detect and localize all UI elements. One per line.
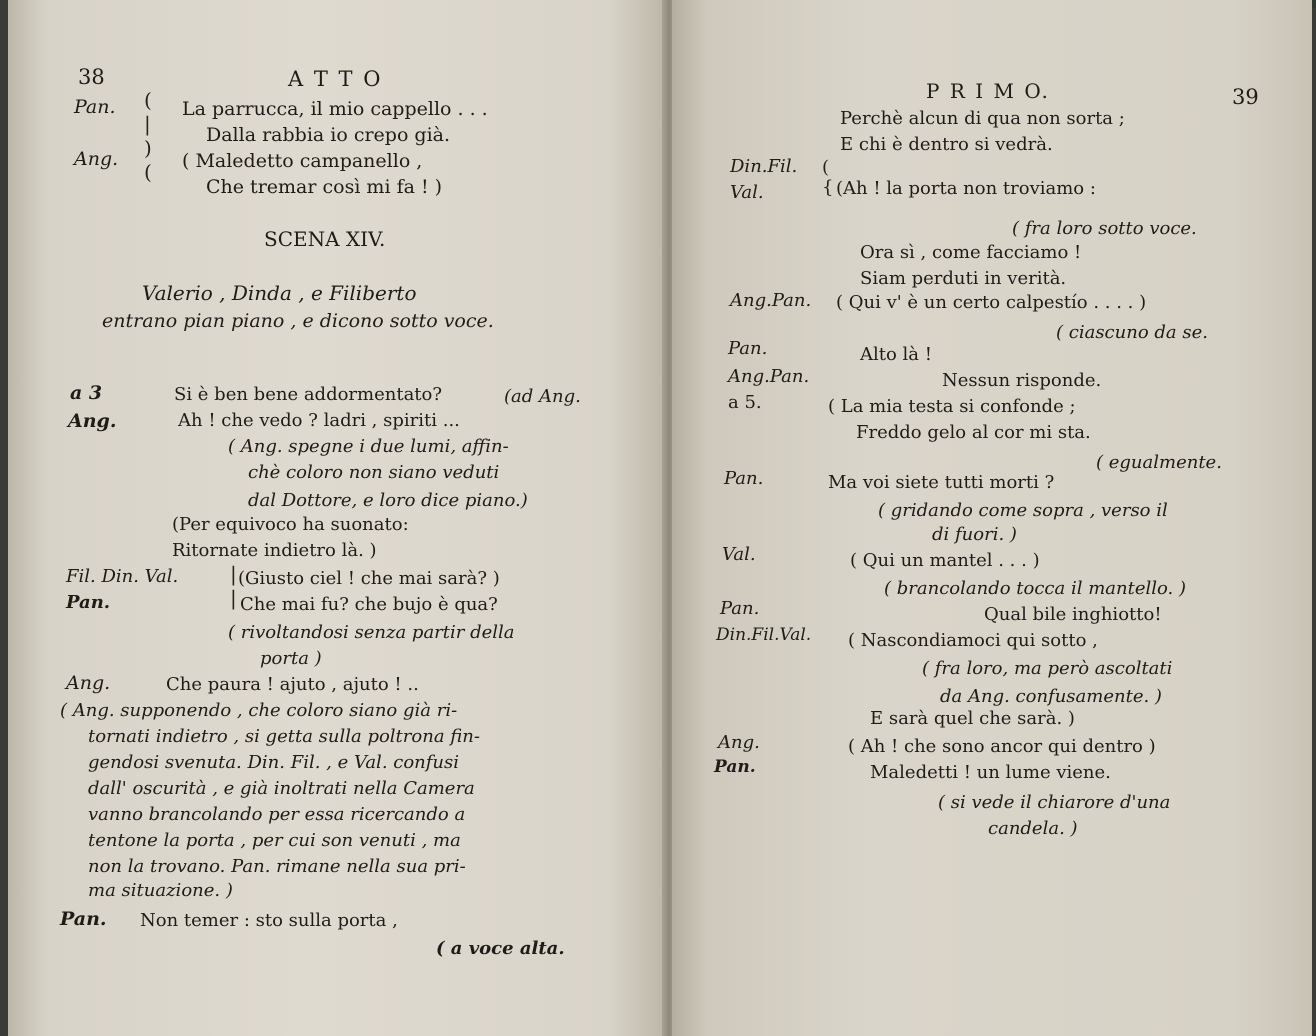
- verse-line: Perchè alcun di qua non sorta ;: [840, 108, 1125, 129]
- brace: ( | ) (: [144, 88, 152, 184]
- stage-direction: candela. ): [988, 818, 1078, 839]
- stage-direction: (ad Ang.: [504, 386, 581, 407]
- verse-line: ( La mia testa si confonde ;: [828, 396, 1076, 417]
- speaker: Pan.: [720, 598, 760, 619]
- stage-direction: ( Ang. spegne i due lumi, affin-: [228, 436, 509, 457]
- page-number: 39: [1232, 85, 1259, 109]
- verse-line: Nessun risponde.: [942, 370, 1102, 391]
- verse-line: (Per equivoco ha suonato:: [172, 514, 409, 535]
- verse-line: Si è ben bene addormentato?: [174, 384, 443, 405]
- verse-line: Freddo gelo al cor mi sta.: [856, 422, 1091, 443]
- stage-direction: chè coloro non siano veduti: [248, 462, 500, 483]
- verse-line: Ma voi siete tutti morti ?: [828, 472, 1055, 493]
- verse-line: Siam perduti in verità.: [860, 268, 1067, 289]
- brace: | |: [230, 562, 237, 610]
- scene-characters: entrano pian piano , e dicono sotto voce.: [102, 310, 494, 332]
- verse-line: ( Ah ! che sono ancor qui dentro ): [848, 736, 1156, 757]
- stage-direction: ( si vede il chiarore d'una: [938, 792, 1171, 813]
- long-stage-direction: non la trovano. Pan. rimane nella sua pri-: [88, 856, 466, 877]
- stage-direction: da Ang. confusamente. ): [940, 686, 1162, 707]
- speaker-pan: Pan.: [74, 96, 116, 118]
- verse-line: (Ah ! la porta non troviamo :: [836, 178, 1096, 199]
- verse-line: Qual bile inghiotto!: [984, 604, 1162, 625]
- verse-line: Ah ! che vedo ? ladri , spiriti ...: [178, 410, 460, 431]
- speaker: Pan.: [724, 468, 764, 489]
- verse-line: La parrucca, il mio cappello . . .: [182, 98, 488, 120]
- running-head: A T T O: [288, 67, 383, 91]
- speaker: Pan.: [728, 338, 768, 359]
- stage-direction: ( rivoltandosi senza partir della: [228, 622, 515, 643]
- stage-direction: ( fra loro sotto voce.: [1012, 218, 1197, 239]
- stage-direction: di fuori. ): [932, 524, 1017, 545]
- right-page: [672, 0, 1312, 1036]
- speaker: a 3: [70, 382, 103, 404]
- brace: ( {: [822, 157, 834, 198]
- verse-line: Che paura ! ajuto , ajuto ! ..: [166, 674, 419, 695]
- verse-line: ( Qui un mantel . . . ): [850, 550, 1040, 571]
- stage-direction: ( egualmente.: [1096, 452, 1222, 473]
- page-number: 38: [78, 65, 105, 89]
- verse-line: ( Maledetto campanello ,: [182, 150, 423, 172]
- verse-line: Alto là !: [860, 344, 932, 365]
- speaker: Val.: [722, 544, 756, 565]
- speaker: Pan.: [60, 908, 107, 930]
- left-page: [8, 0, 670, 1036]
- speaker: Ang.: [718, 732, 760, 753]
- speaker: Ang.Pan.: [728, 366, 810, 387]
- verse-line: (Giusto ciel ! che mai sarà? ): [238, 568, 500, 589]
- verse-line: ( Qui v' è un certo calpestío . . . . ): [836, 292, 1147, 313]
- speaker: Pan.: [714, 757, 756, 777]
- verse-line: Che mai fu? che bujo è qua?: [240, 594, 498, 615]
- speaker-ang: Ang.: [74, 148, 119, 170]
- speaker: Val.: [730, 182, 764, 203]
- speaker: Din.Fil.Val.: [716, 625, 812, 645]
- stage-direction: ( brancolando tocca il mantello. ): [884, 578, 1186, 599]
- long-stage-direction: gendosi svenuta. Din. Fil. , e Val. confusi: [88, 752, 460, 773]
- stage-direction: ( ciascuno da se.: [1056, 322, 1208, 343]
- speaker: Ang.Pan.: [730, 290, 812, 311]
- long-stage-direction: ( Ang. supponendo , che coloro siano già ri-: [60, 700, 458, 721]
- running-head: P R I M O.: [926, 79, 1050, 103]
- stage-direction: porta ): [260, 648, 322, 669]
- long-stage-direction: vanno brancolando per essa ricercando a: [88, 804, 466, 825]
- speaker: Fil. Din. Val.: [66, 566, 179, 587]
- verse-line: E chi è dentro si vedrà.: [840, 134, 1053, 155]
- long-stage-direction: tentone la porta , per cui son venuti , ma: [88, 830, 461, 851]
- speaker: Din.Fil.: [730, 156, 798, 177]
- stage-direction: ( fra loro, ma però ascoltati: [922, 658, 1173, 679]
- speaker: Pan.: [66, 592, 111, 613]
- verse-line: Maledetti ! un lume viene.: [870, 762, 1111, 783]
- verse-line: Ora sì , come facciamo !: [860, 242, 1082, 263]
- scene-heading: SCENA XIV.: [264, 227, 386, 251]
- verse-line: Non temer : sto sulla porta ,: [140, 910, 398, 931]
- verse-line: ( Nascondiamoci qui sotto ,: [848, 630, 1098, 651]
- speaker: Ang.: [68, 410, 117, 432]
- speaker: a 5.: [728, 392, 762, 413]
- stage-direction: ( a voce alta.: [436, 938, 565, 959]
- scene-characters: Valerio , Dinda , e Filiberto: [142, 281, 417, 305]
- stage-direction: ( gridando come sopra , verso il: [878, 500, 1168, 521]
- long-stage-direction: tornati indietro , si getta sulla poltrona fin-: [88, 726, 480, 747]
- long-stage-direction: ma situazione. ): [88, 880, 233, 901]
- speaker: Ang.: [66, 672, 111, 694]
- verse-line: Che tremar così mi fa ! ): [206, 176, 443, 198]
- verse-line: Ritornate indietro là. ): [172, 540, 377, 561]
- verse-line: E sarà quel che sarà. ): [870, 708, 1075, 729]
- stage-direction: dal Dottore, e loro dice piano.): [248, 490, 528, 511]
- long-stage-direction: dall' oscurità , e già inoltrati nella Camera: [88, 778, 475, 799]
- verse-line: Dalla rabbia io crepo già.: [206, 124, 451, 146]
